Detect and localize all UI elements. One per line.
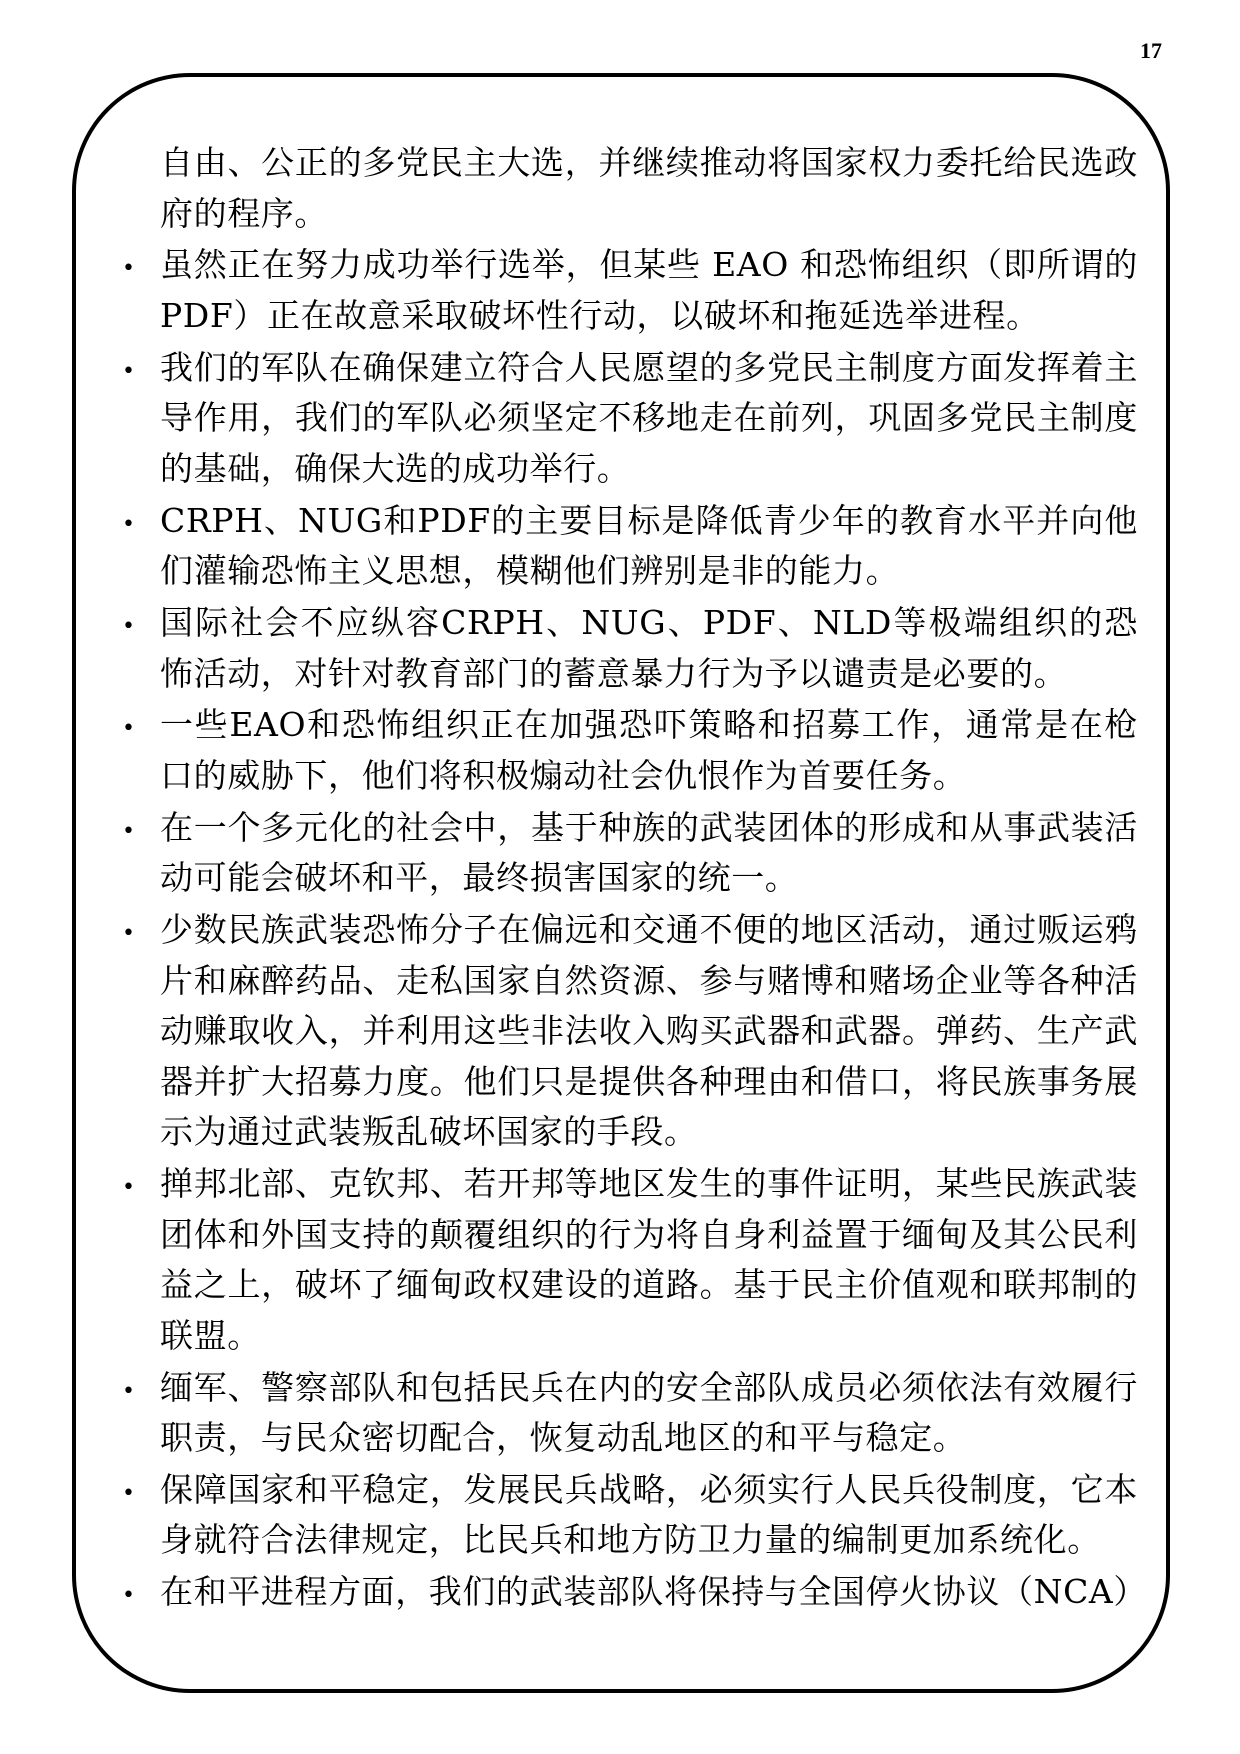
paragraph-text: 少数民族武装恐怖分子在偏远和交通不便的地区活动，通过贩运鸦片和麻醉药品、走私国家自然资源、参与赌博和赌场企业等各种活动赚取收入，并利用这些非法收入购买武器和武器。弹药、生产武器并扩大招募力度。他们只是提供各种理由和借口，将民族事务展示为通过武装叛乱破坏国家的手段。 bbox=[160, 910, 1138, 1152]
bullet-icon bbox=[122, 240, 136, 298]
bullet-paragraph bbox=[118, 803, 1138, 904]
paragraph-text: 缅军、警察部队和包括民兵在内的安全部队成员必须依法有效履行职责，与民众密切配合，恢复动乱地区的和平与稳定。 bbox=[160, 1367, 1138, 1458]
page-number: 17 bbox=[1140, 38, 1162, 63]
paragraph-text: 虽然正在努力成功举行选举，但某些 EAO 和恐怖组织（即所谓的PDF）正在故意采取破坏性行动，以破坏和拖延选举进程。 bbox=[160, 245, 1138, 335]
bullet-icon bbox=[122, 803, 136, 861]
bullet-icon bbox=[122, 1465, 136, 1523]
bullet-paragraph bbox=[118, 343, 1138, 495]
bullet-icon bbox=[122, 598, 136, 656]
paragraph-text: 掸邦北部、克钦邦、若开邦等地区发生的事件证明，某些民族武装团体和外国支持的颠覆组织的行为将自身利益置于缅甸及其公民利益之上，破坏了缅甸政权建设的道路。基于民主价值观和联邦制的联盟。 bbox=[160, 1164, 1138, 1355]
paragraph-text: 在一个多元化的社会中，基于种族的武装团体的形成和从事武装活动可能会破坏和平，最终损害国家的统一。 bbox=[160, 807, 1138, 898]
continued-paragraph bbox=[118, 138, 1138, 239]
bullet-paragraph bbox=[118, 1363, 1138, 1464]
bullet-icon bbox=[122, 1363, 136, 1421]
bullet-paragraph bbox=[118, 1465, 1138, 1566]
bullet-icon bbox=[122, 700, 136, 758]
paragraph-text: 在和平进程方面，我们的武装部队将保持与全国停火协议（NCA） bbox=[160, 1572, 1147, 1612]
bullet-paragraph bbox=[118, 1159, 1138, 1361]
paragraph-text: 自由、公正的多党民主大选，并继续推动将国家权力委托给民选政府的程序。 bbox=[160, 143, 1138, 233]
paragraph-text: 保障国家和平稳定，发展民兵战略，必须实行人民兵役制度，它本身就符合法律规定，比民兵和地方防卫力量的编制更加系统化。 bbox=[160, 1469, 1138, 1560]
bullet-icon bbox=[122, 905, 136, 963]
paragraph-text: 国际社会不应纵容CRPH、NUG、PDF、NLD等极端组织的恐怖活动，对针对教育部门的蓄意暴力行为予以谴责是必要的。 bbox=[160, 603, 1138, 693]
paragraph-text: 一些EAO和恐怖组织正在加强恐吓策略和招募工作，通常是在枪口的威胁下，他们将积极煽动社会仇恨作为首要任务。 bbox=[160, 705, 1138, 795]
paragraph-text: CRPH、NUG和PDF的主要目标是降低青少年的教育水平并向他们灌输恐怖主义思想，模糊他们辨别是非的能力。 bbox=[160, 500, 1138, 591]
paragraph-text: 我们的军队在确保建立符合人民愿望的多党民主制度方面发挥着主导作用，我们的军队必须坚定不移地走在前列，巩固多党民主制度的基础，确保大选的成功举行。 bbox=[160, 347, 1138, 488]
bullet-paragraph bbox=[118, 496, 1138, 597]
bullet-paragraph bbox=[118, 598, 1138, 699]
body-text bbox=[118, 138, 1147, 1619]
bullet-paragraph bbox=[118, 700, 1138, 801]
bullet-icon bbox=[122, 343, 136, 401]
bullet-icon bbox=[122, 496, 136, 554]
bullet-paragraph bbox=[118, 905, 1138, 1158]
bullet-paragraph bbox=[118, 240, 1138, 341]
bullet-icon bbox=[122, 1567, 136, 1625]
bullet-icon bbox=[122, 1159, 136, 1217]
bullet-paragraph bbox=[118, 1567, 1147, 1618]
